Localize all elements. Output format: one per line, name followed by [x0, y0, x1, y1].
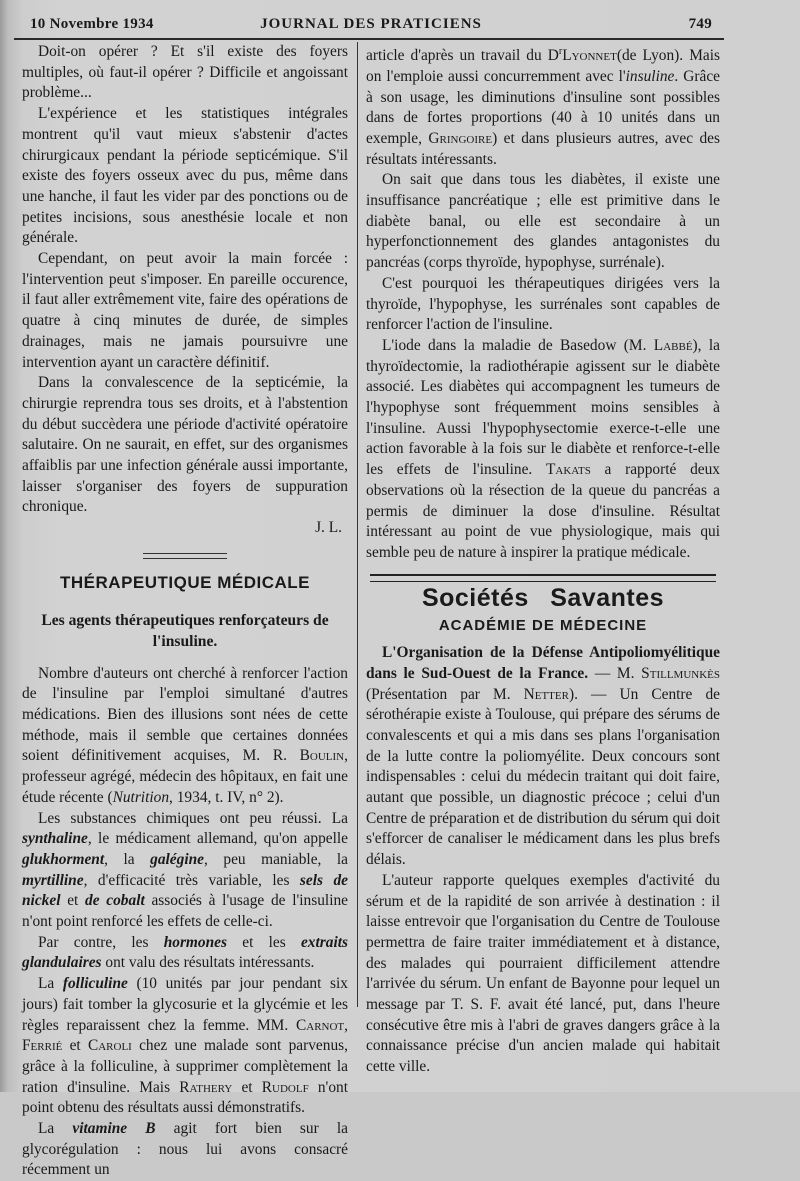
header-page-number: 749: [688, 16, 712, 32]
paragraph: L'expérience et les statistiques intégrales montrent qu'il vaut mieux s'abstenir d'actes chirurgicaux pendant la période septicémique. S'il existe des foyers osseux avec du pus, même dans une hanche, il faut les vider par des ponctions ou de petites incisions, sous anesthésie locale et non générale.: [22, 105, 348, 247]
left-column: [22, 42, 348, 1181]
header-journal-title: JOURNAL DES PRATICIENS: [260, 16, 482, 32]
paragraph: La vitamine B agit fort bien sur la glycorégulation : nous lui avons consacré récemment un: [22, 1120, 348, 1179]
paragraph: Par contre, les hormones et les extraits glandulaires ont valu des résultats intéressants.: [22, 933, 348, 972]
author-signature: J. L.: [315, 519, 342, 537]
column-divider: [357, 42, 358, 1007]
subsection-title: ACADÉMIE DE MÉDECINE: [438, 617, 648, 635]
paragraph: L'auteur rapporte quelques exemples d'activité du sérum et de la rapidité de son arrivée à destination : il laisse entrevoir que l'organisation du Centre de Toulouse permettra de faire traiter immédiatement et à distance, des malades qui pourraient difficilement attendre l'arrivée du sérum. Un enfant de Bayonne pour lequel un message par T. S. F. avait été lancé, put, dans l'heure consécutive être mis à l'abri de graves dangers grâce à la connaissance précise d'un ancien malade qui habitait cette ville.: [366, 871, 720, 1076]
paragraph: La folliculine (10 unités par jour pendant six jours) fait tomber la glycosurie et la glycémie et les règles reparaissent chez la femme. MM. Carnot, Ferrié et Caroli chez une malade sont parvenus, grâce à la folliculine, à supprimer complètement la ration d'insuline. Mais Rathery et Rudolf n'ont point obtenu des résultats aussi démonstratifs.: [22, 975, 348, 1117]
section-separator: [370, 574, 716, 582]
article-title: Les agents thérapeutiques renforçateurs de l'insuline.: [41, 611, 329, 650]
right-column: [366, 42, 720, 1078]
header-rule: [14, 38, 724, 40]
section-title: THÉRAPEUTIQUE MÉDICALE: [60, 572, 310, 592]
paragraph: On sait que dans tous les diabètes, il existe une insuffisance pancréatique ; elle est primitive dans le diabète banal, ou elle est secondaire à un hyperfonctionnement des glandes antagonistes du pancréas (corps thyroïde, hypophyse, surrénale).: [366, 171, 720, 272]
paragraph: L'Organisation de la Défense Antipoliomyélitique dans le Sud-Ouest de la France. — M. Stillmunkès (Présentation par M. Netter). — Un Centre de sérothérapie existe à Toulouse, qui prépare des sérums de convalescents et qui a mis dans ses plans l'organisation de la lutte contre la poliomyélite. Deux concours sont indispensables : celui du médecin traitant qui doit faire, autant que possible, un diagnostic précoce ; celui d'un Centre de préparation et de distribution du sérum qui doit s'efforcer de canaliser le médicament dans les plus brefs délais.: [366, 644, 721, 869]
section-title: Sociétés Savantes: [421, 583, 665, 612]
paragraph: C'est pourquoi les thérapeutiques dirigées vers la thyroïde, l'hypophyse, les surrénales sont capables de renforcer l'action de l'insuline.: [366, 274, 720, 334]
page-header: [30, 16, 712, 36]
paragraph: article d'après un travail du $D^rLyonnet(de$ Lyon). Mais on l'emploie aussi concurremment avec l'insuline. Grâce à son usage, les diminutions d'insuline sont possibles dans de fortes proportions (40 à 10 unités dans un exemple, Gringoire) et dans plusieurs autres, avec des résultats intéressants.: [366, 46, 721, 168]
paragraph: L'iode dans la maladie de Basedow (M. Labbé), la thyroïdectomie, la radiothérapie agissent sur le diabète associé. Les diabètes qui accompagnent les tumeurs de l'hypophyse sont fréquemment moins sensibles à l'insuline. Aussi l'hypophysectomie exerce-t-elle une action favorable à la fois sur le diabète et renforce-t-elle les effets de l'insuline. Takats a rapporté deux observations où la résection de la queue du pancréas a permis de diminuer la dose d'insuline. Résultat intéressant au point de vue physiologique, mais qui semble peu de nature à inspirer la pratique médicale.: [366, 336, 720, 561]
paragraph: Nombre d'auteurs ont cherché à renforcer l'action de l'insuline par l'emploi simultané d'autres médications. Bien des illusions sont nées de cette méthode, mais il semble que certaines données soient définitivement acquises, M. R. Boulin, professeur agrégé, médecin des hôpitaux, en fait une étude récente (Nutrition, 1934, t. IV, n° 2).: [22, 664, 348, 806]
paragraph: Doit-on opérer ? Et s'il existe des foyers multiples, où faut-il opérer ? Difficile et angoissant problème...: [22, 43, 348, 102]
paragraph: Dans la convalescence de la septicémie, la chirurgie reprendra tous ses droits, et à l'abstention du début succèdera une période d'activité opératoire salutaire. On ne saurait, en effet, sur des organismes affaiblis par une infection générale aussi importante, laisser s'organiser des foyers de suppuration chronique.: [22, 374, 348, 516]
header-date: 10 Novembre 1934: [30, 16, 154, 32]
paragraph: Cependant, on peut avoir la main forcée : l'intervention peut s'imposer. En pareille occurence, il faut aller extrêmement vite, faire des opérations de quatre à cinq minutes de durée, de simples drainages, mais ne jamais poursuivre une intervention ayant un caractère définitif.: [22, 250, 348, 371]
paragraph: Les substances chimiques ont peu réussi. La synthaline, le médicament allemand, qu'on appelle glukhorment, la galégine, peu maniable, la myrtilline, d'efficacité très variable, les sels de nickel et de cobalt associés à l'usage de l'insuline n'ont point renforcé les effets de celle-ci.: [22, 809, 348, 931]
